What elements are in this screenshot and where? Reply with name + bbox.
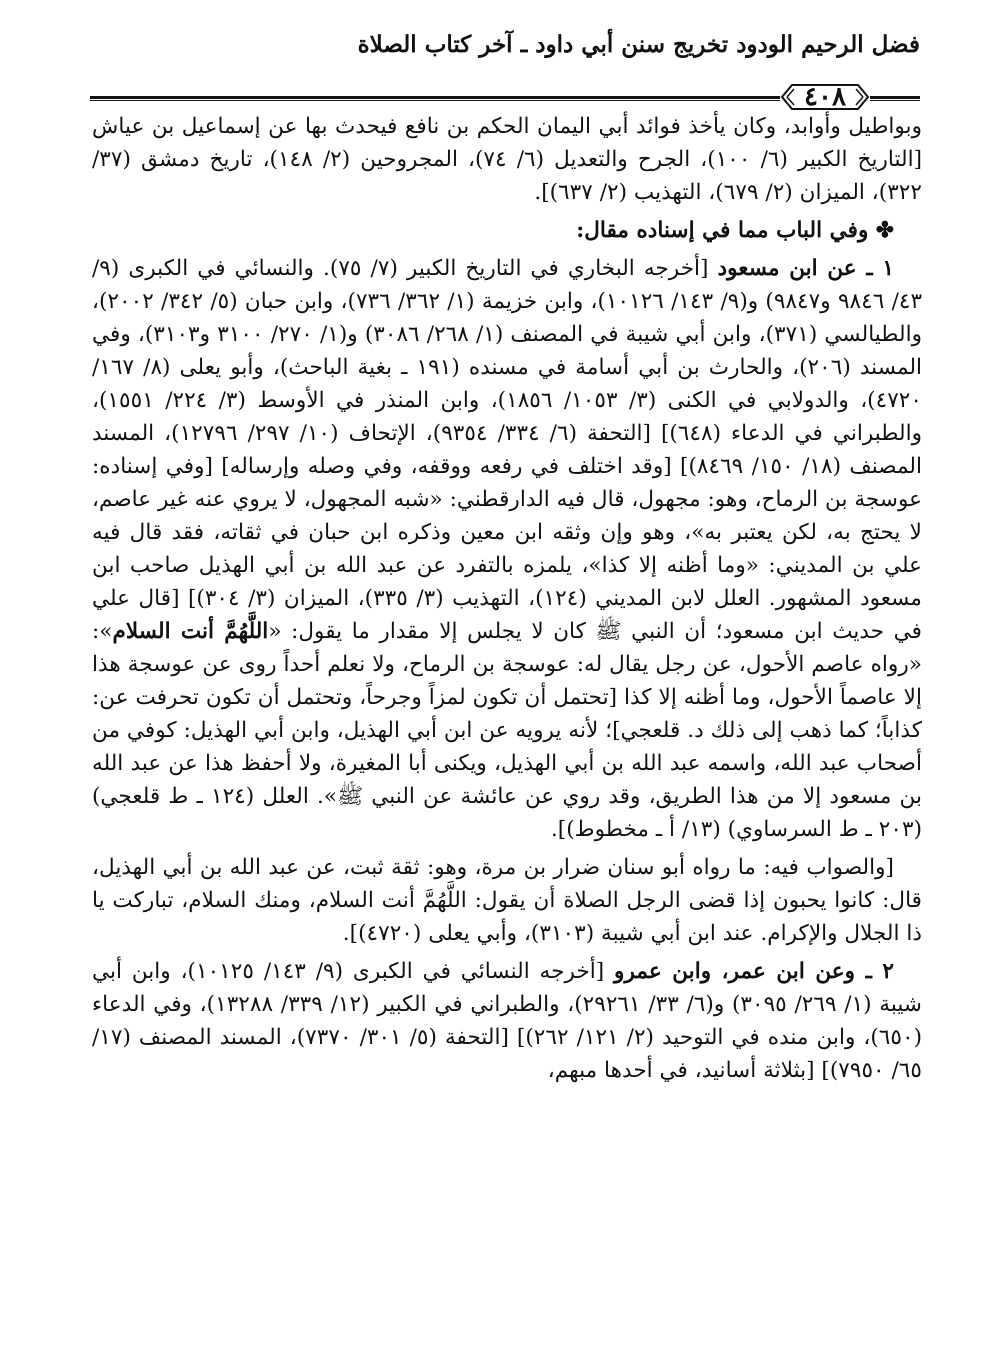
paragraph bbox=[92, 110, 922, 209]
paragraph-text: [أخرجه النسائي في الكبرى (٩/ ١٤٣/ ١٠١٢٥)، وابن أبي شيبة (١/ ٢٦٩/ ٣٠٩٥) و(٦/ ٣٣/ ٢٩٢٦١)، والطبراني في الكبير (١٢/ ٣٣٩/ ١٣٢٨٨)، وفي الدعاء (٦٥٠)، وابن منده في التوحيد (٢/ ١٢١/ ٢٦٢)] [التحفة (٥/ ٣٠١/ ٧٣٧٠)، المسند المصنف (١٧/ ٦٥/ ٧٩٥٠)] [بثلاثة أسانيد، في أحدها مبهم، bbox=[92, 959, 922, 1083]
running-title: فضل الرحيم الودود تخريج سنن أبي داود ـ آخر كتاب الصلاة bbox=[357, 31, 920, 58]
paragraph-text: [أخرجه البخاري في التاريخ الكبير (٧/ ٧٥). والنسائي في الكبرى (٩/ ٤٣/ ٩٨٤٦ و٩٨٤٧) و(٩/ ١٤٣/ ١٠١٢٦)، وابن خزيمة (١/ ٣٦٢/ ٧٣٦)، وابن حبان (٥/ ٣٤٢/ ٢٠٠٢)، والطيالسي (٣٧١)، وابن أبي شيبة في المصنف (١/ ٢٦٨/ ٣٠٨٦) و(١/ ٢٧٠/ ٣١٠٠ و٣١٠٣)، وفي المسند (٢٠٦)، والحارث بن أبي أسامة في مسنده (١٩١ ـ بغية الباحث)، وأبو يعلى (٨/ ١٦٧/ ٤٧٢٠)، والدولابي في الكنى (٣/ ١٠٥٣/ ١٨٥٦)، وابن المنذر في الأوسط (٣/ ٢٢٤/ ١٥٥١)، والطبراني في الدعاء (٦٤٨)] [التحفة (٦/ ٣٣٤/ ٩٣٥٤)، الإتحاف (١٠/ ٢٩٧/ ١٢٧٩٦)، المسند المصنف (١٨/ ١٥٠/ ٨٤٦٩)] [وقد اختلف في رفعه ووقفه، وفي وصله وإرساله] [وفي إسناده: عوسجة بن الرماح، وهو: مجهول، قال فيه الدارقطني: «شبه المجهول، لا يروي عنه غير عاصم، لا يحتج به، لكن يعتبر به»، وهو وإن وثقه ابن معين وذكره ابن حبان في ثقاته، فقد قال فيه علي بن المديني: «وما أظنه إلا كذا»، يلمزه بالتفرد عن عبد الله بن أبي الهذيل صاحب ابن مسعود المشهور. العلل لابن المديني (١٢٤)، التهذيب (٣/ ٣٣٥)، الميزان (٣/ ٣٠٤)] [قال علي في حديث ابن مسعود؛ أن النبي ﷺ كان لا يجلس إلا مقدار ما يقول: « bbox=[92, 256, 922, 644]
page-number: ٤٠٨ bbox=[804, 82, 846, 112]
paragraph-text: [والصواب فيه: ما رواه أبو سنان ضرار بن مرة، وهو: ثقة ثبت، عن عبد الله بن أبي الهذيل، قال: كانوا يحبون إذا قضى الرجل الصلاة أن يقول: اللَّهُمَّ أنت السلام، ومنك السلام، تباركت يا ذا الجلال والإكرام. عند ابن أبي شيبة (٣١٠٣)، وأبي يعلى (٤٧٢٠)]. bbox=[92, 855, 922, 946]
header-rule-thin bbox=[90, 100, 780, 101]
dua-text: اللَّهُمَّ أنت السلام bbox=[112, 619, 269, 644]
page-header bbox=[90, 30, 920, 112]
paragraph-text: وبواطيل وأوابد، وكان يأخذ فوائد أبي اليمان الحكم بن نافع فيحدث بها عن إسماعيل بن عياش [التاريخ الكبير (٦/ ١٠٠)، الجرح والتعديل (٦/ ٧٤)، المجروحين (٢/ ١٤٨)، تاريخ دمشق (٣٧/ ٣٢٢)، الميزان (٢/ ٦٧٩)، التهذيب (٢/ ٦٣٧)]. bbox=[92, 114, 922, 205]
header-rule-right bbox=[870, 96, 920, 99]
page-body bbox=[92, 110, 922, 1330]
hadith-lead: ١ ـ عن ابن مسعود bbox=[717, 256, 895, 281]
header-rule-right-thin bbox=[870, 100, 920, 101]
paragraph bbox=[92, 955, 922, 1087]
section-heading-text: ✤ وفي الباب مما في إسناده مقال: bbox=[576, 218, 894, 243]
hadith-lead: ٢ ـ وعن ابن عمر، وابن عمرو bbox=[614, 959, 895, 984]
section-heading bbox=[92, 214, 922, 247]
header-rule bbox=[90, 96, 780, 99]
paragraph bbox=[92, 851, 922, 950]
paragraph bbox=[92, 252, 922, 846]
paragraph-text: »: «رواه عاصم الأحول، عن رجل يقال له: عوسجة بن الرماح، ولا نعلم أحداً روى عن عوسجة هذا إلا عاصماً الأحول، وما أظنه إلا كذا [تحتمل أن تكون لمزاً وجرحاً، وتحتمل أن تكون تحرفت عن: كذاباً؛ كما ذهب إلى ذلك د. قلعجي]؛ لأنه يرويه عن ابن أبي الهذيل، وابن أبي الهذيل: كوفي من أصحاب عبد الله، واسمه عبد الله بن أبي الهذيل، ويكنى أبا المغيرة، ولا أحفظ هذا عن عبد الله بن مسعود إلا من هذا الطريق، وقد روي عن عائشة عن النبي ﷺ». العلل (١٢٤ ـ ط قلعجي) (٢٠٣ ـ ط السرساوي) (١٣/ أ ـ مخطوط)]. bbox=[92, 619, 922, 842]
page-number-badge bbox=[780, 82, 870, 112]
